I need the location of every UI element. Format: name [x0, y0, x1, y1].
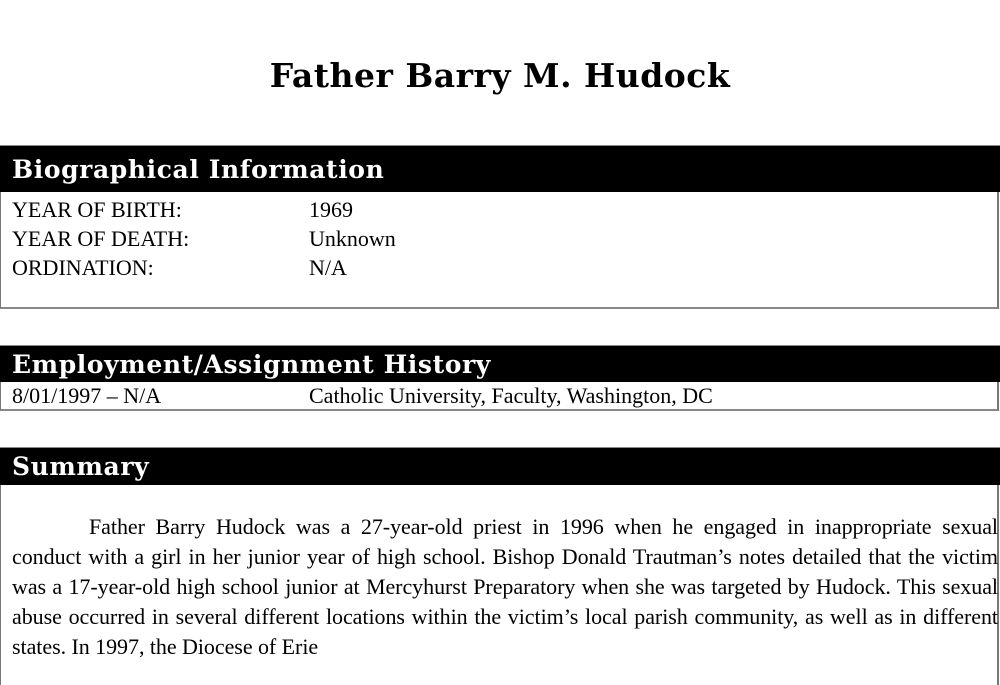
field-value: 1969 [309, 197, 353, 222]
summary-heading: Summary [0, 447, 1000, 485]
field-label: YEAR OF DEATH: [12, 226, 190, 251]
field-label: ORDINATION: [12, 255, 154, 280]
page-title: Father Barry M. Hudock [269, 56, 731, 95]
field-value: N/A [309, 255, 347, 280]
year-of-death-row [1, 224, 997, 253]
assignment-dates: 8/01/1997 – N/A [12, 383, 162, 408]
summary-paragraph: Father Barry Hudock was a 27-year-old priest in 1996 when he engaged in inappropriate sexual conduct with a girl in her junior year of high school. Bishop Donald Trautman’s notes detailed that the victim was a 17-year-old high school junior at Mercyhurst Preparatory when she was targeted by Hudock. This sexual abuse occurred in several different locations within the victim’s local parish community, as well as in different states. In 1997, the Diocese of Erie [12, 514, 998, 659]
assignment-row [1, 382, 997, 409]
year-of-birth-row [1, 195, 997, 224]
field-value: Unknown [309, 226, 396, 251]
assignment-description: Catholic University, Faculty, Washington, DC [309, 383, 713, 408]
employment-history-box [0, 382, 999, 411]
employment-history-heading: Employment/Assignment History [0, 345, 1000, 382]
summary-box [0, 485, 999, 685]
biographical-information-heading: Biographical Information [0, 145, 1000, 192]
field-label: YEAR OF BIRTH: [12, 197, 182, 222]
ordination-row [1, 253, 997, 282]
biographical-information-box [0, 192, 999, 309]
